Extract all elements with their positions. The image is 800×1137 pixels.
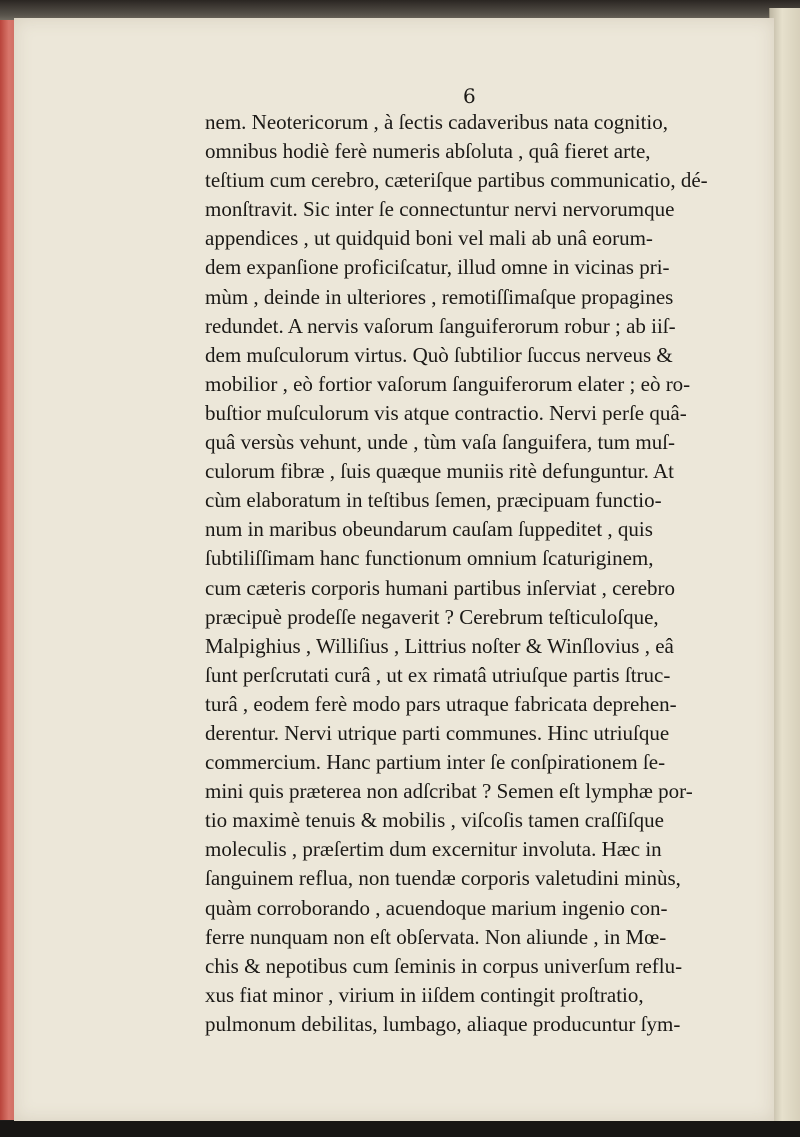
body-text [205, 108, 737, 1039]
text-line: turâ , eodem ferè modo pars utraque fabricata deprehen- [205, 691, 677, 716]
text-line: derentur. Nervi utrique parti communes. Hinc utriuſque [205, 720, 670, 745]
text-line: culorum fibræ , ſuis quæque muniis ritè defunguntur. At [205, 459, 674, 484]
text-line: ferre nunquam non eſt obſervata. Non aliunde , in Mœ- [205, 924, 667, 949]
text-line: nem. Neotericorum , à ſectis cadaveribus nata cognitio, [205, 110, 668, 134]
text-line: redundet. A nervis vaſorum ſanguiferorum robur ; ab iiſ- [205, 313, 676, 338]
text-line: buſtior muſculorum vis atque contractio. Nervi perſe quâ- [205, 400, 687, 425]
text-line: ſanguinem reflua, non tuendæ corporis valetudini minùs, [205, 866, 681, 891]
text-line: quâ versùs vehunt, unde , tùm vaſa ſanguifera, tum muſ- [205, 430, 676, 455]
text-line: tio maximè tenuis & mobilis , viſcoſis tamen craſſiſque [205, 808, 665, 833]
text-line: moleculis , præſertim dum excernitur involuta. Hæc in [205, 837, 662, 862]
text-line: xus fiat minor , virium in iiſdem contingit proſtratio, [205, 982, 644, 1007]
text-line: dem muſculorum virtus. Quò ſubtilior ſuccus nerveus & [205, 342, 673, 367]
text-line: quàm corroborando , acuendoque marium ingenio con- [205, 895, 668, 920]
text-line: pulmonum debilitas, lumbago, aliaque producuntur ſym- [205, 1011, 681, 1036]
text-line: commercium. Hanc partium inter ſe conſpirationem ſe- [205, 750, 666, 775]
page-number: 6 [463, 84, 476, 108]
text-line: cùm elaboratum in teſtibus ſemen, præcipuam functio- [205, 488, 662, 513]
text-line: Malpighius , Williſius , Littrius noſter & Winſlovius , eâ [205, 633, 674, 658]
text-line: ſunt perſcrutati curâ , ut ex rimatâ utriuſque partis ſtruc- [205, 662, 671, 687]
text-line: num in maribus obeundarum cauſam ſuppeditet , quis [205, 517, 653, 542]
text-line: cum cæteris corporis humani partibus inſerviat , cerebro [205, 575, 676, 600]
text-line: omnibus hodiè ferè numeris abſoluta , quâ fieret arte, [205, 139, 651, 164]
text-line: mini quis præterea non adſcribat ? Semen eſt lymphæ por- [205, 779, 693, 804]
text-line: præcipuè prodeſſe negaverit ? Cerebrum teſticuloſque, [205, 604, 659, 629]
text-line: chis & nepotibus cum ſeminis in corpus univerſum reflu- [205, 953, 683, 978]
text-line: teſtium cum cerebro, cæteriſque partibus communicatio, dé- [205, 168, 708, 193]
text-line: dem expanſione proficiſcatur, illud omne in vicinas pri- [205, 255, 670, 280]
text-line: monſtravit. Sic inter ſe connectuntur nervi nervorumque [205, 197, 675, 222]
text-line: mùm , deinde in ulteriores , remotiſſimaſque propagines [205, 284, 674, 309]
text-line: ſubtiliſſimam hanc functionum omnium ſcaturiginem, [205, 546, 654, 571]
text-line: mobilior , eò fortior vaſorum ſanguiferorum elater ; eò ro- [205, 371, 691, 396]
text-line: appendices , ut quidquid boni vel mali ab unâ eorum- [205, 226, 653, 251]
bottom-edge [0, 1121, 800, 1137]
